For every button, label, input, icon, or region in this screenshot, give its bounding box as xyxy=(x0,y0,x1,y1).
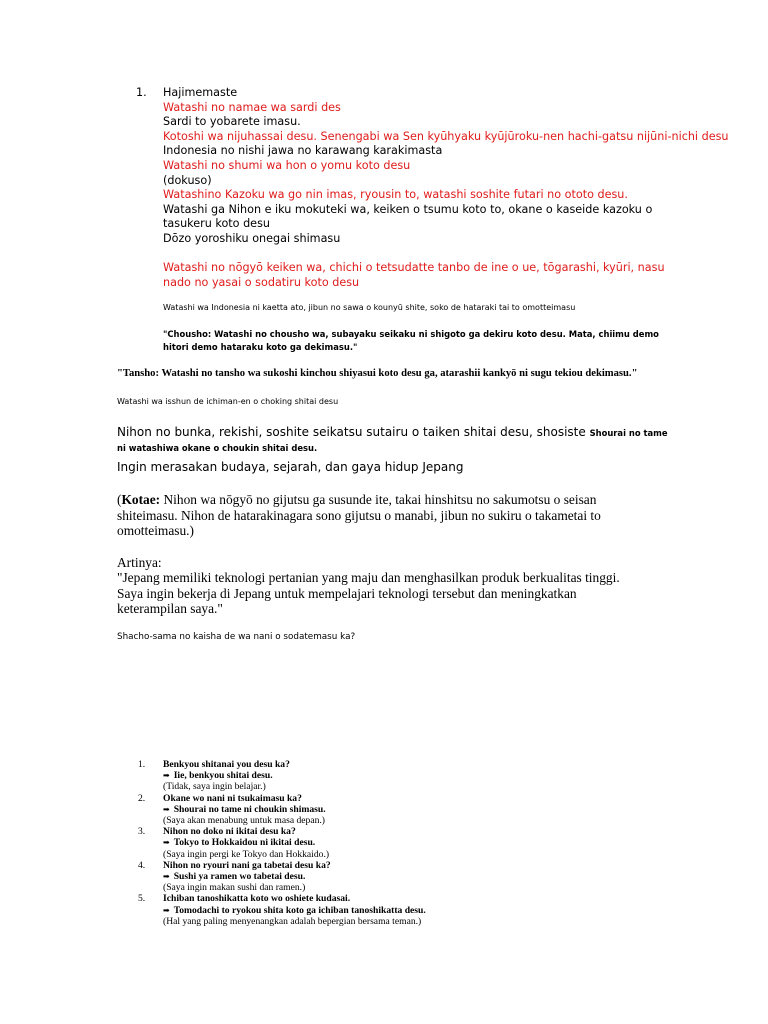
list-number: 2. xyxy=(138,792,146,804)
intro-line: Indonesia no nishi jawa no karawang karakimasta xyxy=(163,144,443,158)
answer-line xyxy=(163,871,698,882)
intro-line: Watashi no shumi wa hon o yomu koto desu xyxy=(163,158,411,172)
answer-line xyxy=(163,905,698,916)
arrow-right-icon: ➡ xyxy=(163,838,170,848)
answer-text: Tokyo to Hokkaidou ni ikitai desu. xyxy=(173,837,316,849)
arrow-right-icon: ➡ xyxy=(163,872,170,882)
meaning-label: Artinya: xyxy=(117,555,162,570)
intro-line: Sardi to yobarete imasu. xyxy=(163,115,301,129)
question-text: Benkyou shitanai you desu ka? xyxy=(163,759,290,770)
qa-list xyxy=(138,759,698,927)
list-number: 1. xyxy=(136,86,147,99)
paragraph-gap xyxy=(163,247,666,262)
arrow-right-icon: ➡ xyxy=(163,905,170,915)
arrow-right-icon: ➡ xyxy=(163,804,170,814)
intro-line: Hajimemaste xyxy=(163,86,238,99)
list-item xyxy=(138,860,698,894)
translation-text: (Saya akan menabung untuk masa depan.) xyxy=(163,815,325,827)
list-number: 3. xyxy=(138,826,146,838)
indonesian-translation-line: Ingin merasakan budaya, sejarah, dan gaya hidup Jepang xyxy=(117,460,464,474)
meaning-text: "Jepang memiliki teknologi pertanian yang maju dan menghasilkan produk berkualitas tinggi. Saya ingin bekerja di Jepang untuk mempelajari teknologi tersebut dan meningkatkan keterampilan saya." xyxy=(117,570,620,617)
list-item xyxy=(138,759,698,793)
answer-line xyxy=(163,770,698,781)
arrow-right-icon: ➡ xyxy=(163,771,170,781)
answer-line xyxy=(163,837,698,848)
question-text: Okane wo nani ni tsukaimasu ka? xyxy=(163,792,302,804)
farming-experience: Watashi no nōgyō keiken wa, chichi o tetsudatte tanbo de ine o ue, tōgarashi, kyūri, nasu nado no yasai o sodatiru koto desu xyxy=(163,261,665,289)
intro-line: Kotoshi wa nijuhassai desu. Senengabi wa Sen kyūhyaku kyūjūroku-nen hachi-gatsu nijūni-nichi desu xyxy=(163,129,729,143)
intro-line: Watashi no namae wa sardi des xyxy=(163,100,341,114)
answer-text: Nihon wa nōgyō no gijutsu ga susunde ite, takai hinshitsu no sakumotsu o seisan shiteimasu. Nihon de hatarakinagara sono gijutsu o manabi, jibun no sukiru o takametai to omotteimasu.) xyxy=(117,492,601,539)
future-plan-line: Watashi wa Indonesia ni kaetta ato, jibun no sawa o kounyū shite, soko de hataraki tai to omotteimasu xyxy=(163,303,576,312)
intro-lines xyxy=(163,86,729,290)
list-number: 4. xyxy=(138,859,146,871)
answer-text: Shourai no tame ni choukin shimasu. xyxy=(173,803,326,815)
intro-line: Watashi ga Nihon e iku mokuteki wa, keiken o tsumu koto to, okane o kaseide kazoku o tasukeru koto desu xyxy=(163,202,653,231)
list-item xyxy=(138,893,698,927)
translation-text: (Saya ingin pergi ke Tokyo dan Hokkaido.) xyxy=(163,848,330,860)
intro-line: Dōzo yoroshiku onegai shimasu xyxy=(163,231,341,245)
answer-text: Sushi ya ramen wo tabetai desu. xyxy=(173,871,306,883)
answer-paragraph xyxy=(117,492,647,539)
weakness-paragraph: "Tansho: Watashi no tansho wa sukoshi kinchou shiyasui koto desu ga, atarashii kankyō ni sugu tekiou dekimasu." xyxy=(117,368,638,379)
intro-list xyxy=(136,86,729,290)
answer-open-paren: ( xyxy=(117,492,122,507)
answer-text: Iie, benkyou shitai desu. xyxy=(173,770,273,782)
answer-label: Kotae: xyxy=(121,492,161,507)
list-item xyxy=(138,826,698,860)
strength-paragraph: "Chousho: Watashi no chousho wa, subayaku seikaku ni shigoto ga dekiru koto desu. Mata, chiimu demo hitori demo hataraku koto ga dekimasu." xyxy=(163,329,659,352)
answer-text: Tomodachi to ryokou shita koto ga ichiban tanoshikatta desu. xyxy=(173,904,426,916)
question-text: Ichiban tanoshikatta koto wo oshiete kudasai. xyxy=(163,893,351,905)
translation-text: (Saya ingin makan sushi dan ramen.) xyxy=(163,882,306,894)
question-line: Shacho-sama no kaisha de wa nani o sodatemasu ka? xyxy=(117,632,356,642)
list-number: 1. xyxy=(138,759,146,770)
intro-line: Watashino Kazoku wa go nin imas, ryousin to, watashi soshite futari no ototo desu. xyxy=(163,188,628,202)
culture-paragraph xyxy=(117,425,677,455)
list-item xyxy=(138,793,698,827)
list-number: 5. xyxy=(138,893,146,905)
translation-text: (Tidak, saya ingin belajar.) xyxy=(163,781,266,793)
meaning-paragraph xyxy=(117,555,647,617)
question-text: Nihon no doko ni ikitai desu ka? xyxy=(163,826,296,838)
intro-line: (dokuso) xyxy=(163,173,212,187)
answer-line xyxy=(163,804,698,815)
question-text: Nihon no ryouri nani ga tabetai desu ka? xyxy=(163,859,331,871)
savings-line: Watashi wa isshun de ichiman-en o choking shitai desu xyxy=(117,397,339,406)
culture-small-text: Shourai no tame ni watashiwa okane o choukin shitai desu. xyxy=(117,428,668,453)
culture-main-text: Nihon no bunka, rekishi, soshite seikatsu sutairu o taiken shitai desu, shosiste xyxy=(117,425,586,439)
translation-text: (Hal yang paling menyenangkan adalah bepergian bersama teman.) xyxy=(163,915,422,927)
